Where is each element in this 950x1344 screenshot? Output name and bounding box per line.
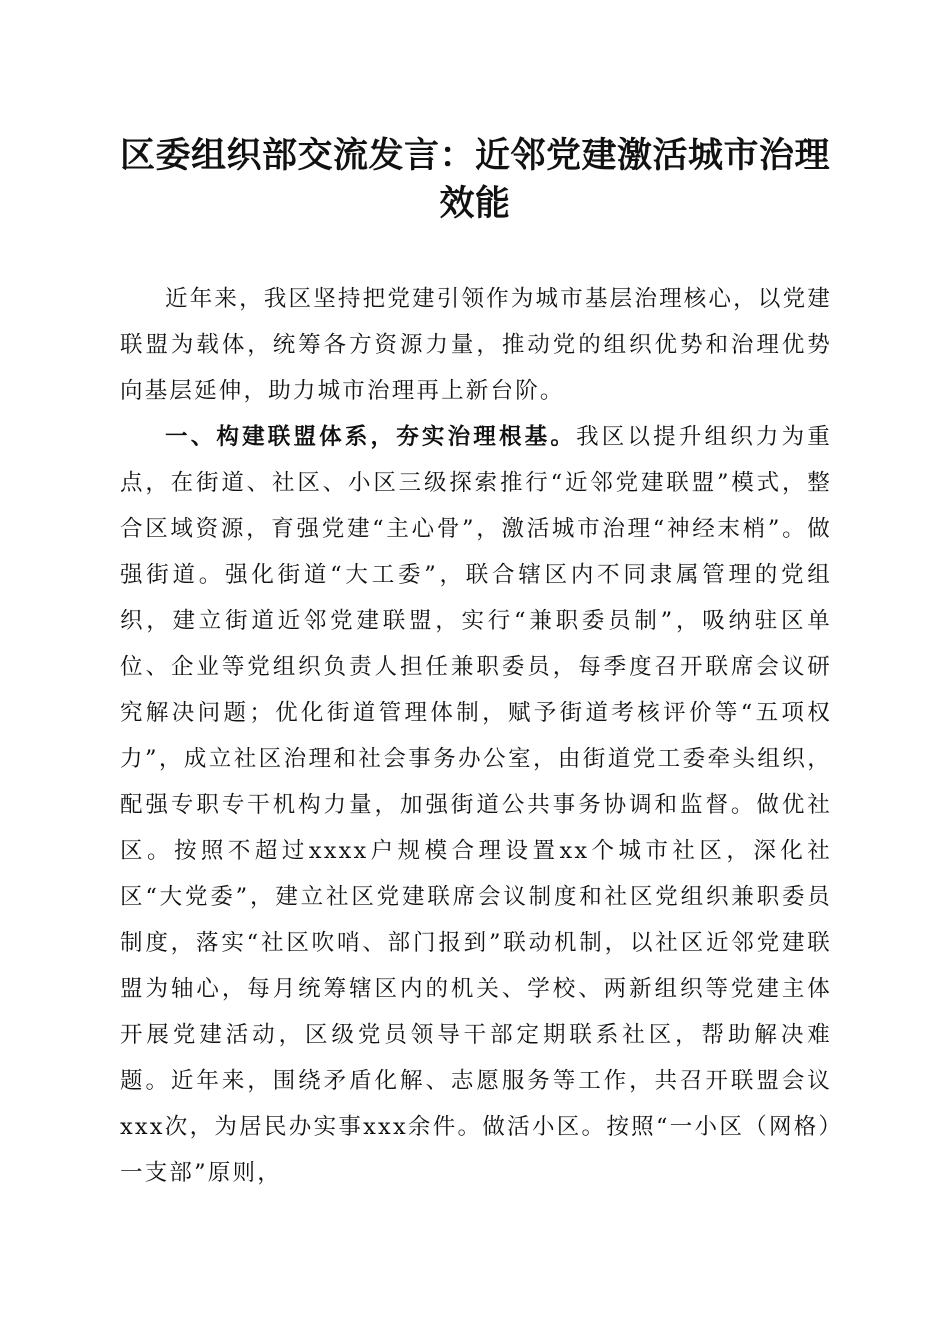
section-1-text: 我区以提升组织力为重点，在街道、社区、小区三级探索推行“近邻党建联盟”模式，整合区域资源，育强党建“主心骨”，激活城市治理“神经末梢”。做强街道。强化街道“大工委”，联合辖区内不同隶属管理的党组织，建立街道近邻党建联盟，实行“兼职委员制”，吸纳驻区单位、企业等党组织负责人担任兼职委员，每季度召开联席会议研究解决问题；优化街道管理体制，赋予街道考核评价等“五项权力”，成立社区治理和社会事务办公室，由街道党工委牵头组织，配强专职专干机构力量，加强街道公共事务协调和监督。做优社区。按照不超过xxxx户规模合理设置xx个城市社区，深化社区“大党委”，建立社区党建联席会议制度和社区党组织兼职委员制度，落实“社区吹哨、部门报到”联动机制，以社区近邻党建联盟为轴心，每月统筹辖区内的机关、学校、两新组织等党建主体开展党建活动，区级党员领导干部定期联系社区，帮助解决难题。近年来，围绕矛盾化解、志愿服务等工作，共召开联盟会议xxx次，为居民办实事xxx余件。做活小区。按照“一小区（网格）一支部”原则， <box>120 424 832 1186</box>
document-body <box>120 276 832 1196</box>
title-line-2: 效能 <box>439 183 511 224</box>
section-1-heading: 一、构建联盟体系，夯实治理根基。 <box>165 424 577 450</box>
title-line-1: 区委组织部交流发言：近邻党建激活城市治理 <box>119 135 830 176</box>
paragraph-intro <box>120 276 832 414</box>
paragraph-intro-text: 近年来，我区坚持把党建引领作为城市基层治理核心，以党建联盟为载体，统筹各方资源力量，推动党的组织优势和治理优势向基层延伸，助力城市治理再上新台阶。 <box>120 286 832 404</box>
paragraph-section-1 <box>120 414 832 1196</box>
document-title <box>110 132 840 228</box>
